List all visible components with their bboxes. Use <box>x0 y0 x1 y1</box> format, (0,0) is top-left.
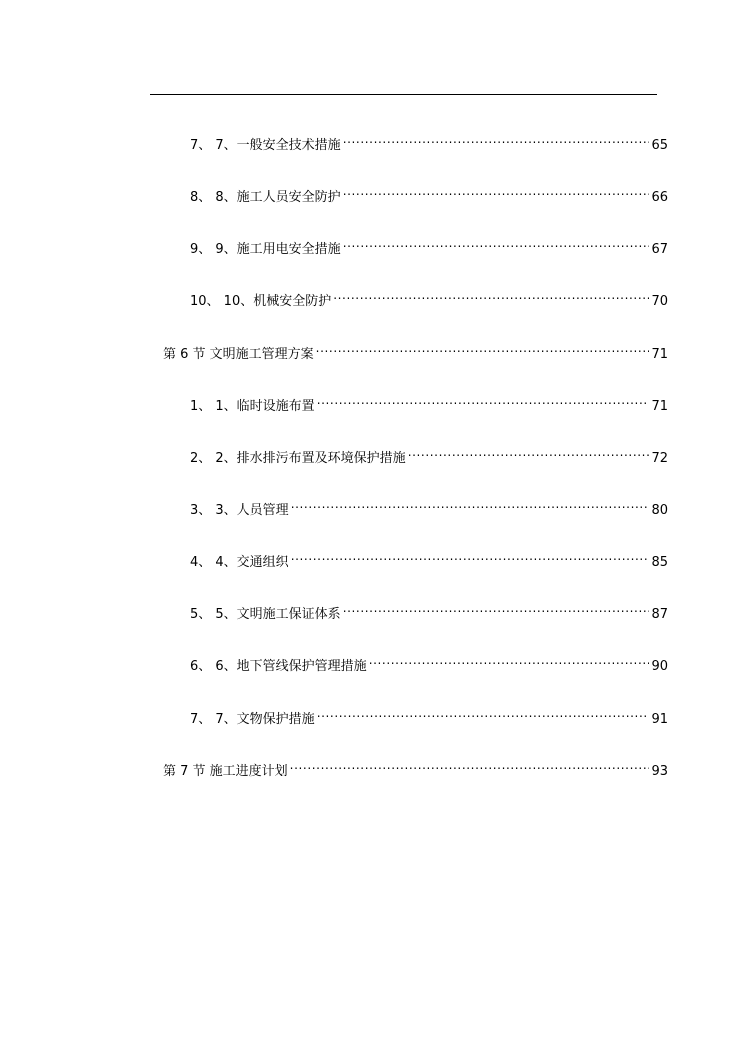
toc-dot-leader <box>291 494 650 514</box>
toc-entry-label: 8、 8、施工人员安全防护 <box>190 190 341 205</box>
toc-entry-drainage-environment[interactable] <box>190 442 668 466</box>
toc-page-number: 66 <box>651 190 668 205</box>
toc-entry-cultural-relics[interactable] <box>190 703 668 727</box>
toc-page-number: 90 <box>651 659 668 674</box>
toc-entry-label: 6、 6、地下管线保护管理措施 <box>190 659 367 674</box>
toc-dot-leader <box>317 390 650 410</box>
toc-page-number: 80 <box>651 503 668 518</box>
toc-dot-leader <box>369 650 650 670</box>
toc-dot-leader <box>343 598 650 618</box>
toc-dot-leader <box>291 546 650 566</box>
toc-entry-label: 7、 7、一般安全技术措施 <box>190 138 341 153</box>
toc-page-number: 87 <box>651 607 668 622</box>
toc-dot-leader <box>408 442 650 462</box>
toc-entry-label: 2、 2、排水排污布置及环境保护措施 <box>190 451 406 466</box>
toc-entry-label: 4、 4、交通组织 <box>190 555 289 570</box>
toc-entry-underground-pipeline[interactable] <box>190 650 668 674</box>
toc-entry-label: 9、 9、施工用电安全措施 <box>190 242 341 257</box>
toc-entry-civilized-construction-system[interactable] <box>190 598 668 622</box>
toc-entry-label: 7、 7、文物保护措施 <box>190 712 315 727</box>
toc-entry-traffic-organization[interactable] <box>190 546 668 570</box>
toc-page-number: 71 <box>651 347 668 362</box>
toc-page-number: 72 <box>651 451 668 466</box>
toc-page-number: 91 <box>651 712 668 727</box>
toc-page-number: 85 <box>651 555 668 570</box>
toc-page-number: 70 <box>651 294 668 309</box>
header-rule <box>150 94 657 95</box>
toc-page-number: 67 <box>651 242 668 257</box>
toc-dot-leader <box>343 129 650 149</box>
toc-entry-electrical-safety[interactable] <box>190 233 668 257</box>
toc-entry-general-safety[interactable] <box>190 129 668 153</box>
toc-dot-leader <box>290 755 650 775</box>
toc-entry-label: 10、 10、机械安全防护 <box>190 294 332 309</box>
toc-section-label: 第 6 节 文明施工管理方案 <box>163 347 314 362</box>
toc-dot-leader <box>343 181 650 201</box>
toc-section-label: 第 7 节 施工进度计划 <box>163 764 288 779</box>
toc-entry-label: 5、 5、文明施工保证体系 <box>190 607 341 622</box>
toc-entry-label: 3、 3、人员管理 <box>190 503 289 518</box>
toc-section-7[interactable] <box>163 755 668 779</box>
toc-section-6[interactable] <box>163 338 668 362</box>
toc-entry-label: 1、 1、临时设施布置 <box>190 399 315 414</box>
toc-page-number: 65 <box>651 138 668 153</box>
toc-dot-leader <box>343 233 650 253</box>
toc-page-number: 93 <box>651 764 668 779</box>
toc-entry-machinery-safety[interactable] <box>190 285 668 309</box>
toc-dot-leader <box>333 285 649 305</box>
toc-entry-temporary-facilities[interactable] <box>190 390 668 414</box>
toc-entry-worker-protection[interactable] <box>190 181 668 205</box>
toc-page-number: 71 <box>651 399 668 414</box>
toc-entry-personnel-management[interactable] <box>190 494 668 518</box>
toc-dot-leader <box>316 338 650 358</box>
toc-dot-leader <box>317 703 650 723</box>
